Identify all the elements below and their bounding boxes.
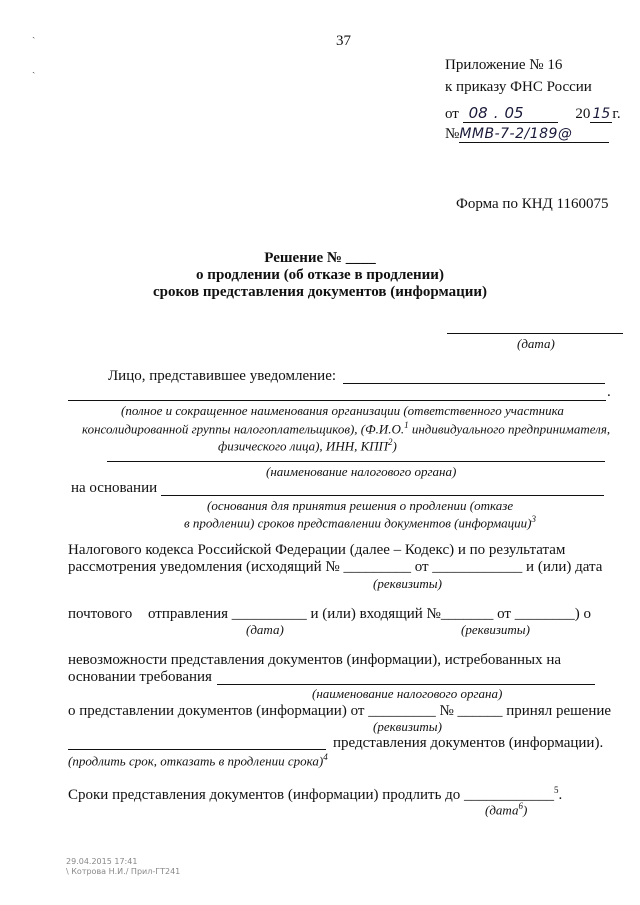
requisites-caption: (реквизиты): [461, 622, 530, 637]
margin-mark: ˏ: [32, 63, 36, 74]
date-caption: (дата$^6$): [485, 801, 528, 818]
decision-subtitle: о продлении (об отказе в продлении): [196, 267, 444, 283]
para-text: невозможности представления документов (информации), истребованных на: [68, 652, 562, 668]
order-reference: к приказу ФНС России: [445, 79, 592, 95]
person-line: [68, 400, 606, 401]
para-text: представления документов (информации).: [333, 735, 604, 751]
date-line: [447, 333, 623, 334]
para-text: Налогового кодекса Российской Федерации (далее – Кодекс) и по результатам: [68, 542, 566, 558]
person-caption: физического лица), ИНН, КПП$^2$): [218, 437, 397, 454]
requisites-caption: (реквизиты): [373, 719, 442, 734]
decision-caption: (продлить срок, отказать в продлении срока)$^4$: [68, 752, 328, 769]
para-text: о представлении документов (информации) от _________ № ______ принял решение: [68, 703, 612, 719]
extension-text: Сроки представления документов (информации) продлить до ____________$^5$.: [68, 785, 563, 803]
basis-caption: (основания для принятия решения о продлении (отказе: [207, 498, 514, 513]
person-dot: .: [607, 384, 611, 400]
margin-mark: ˏ: [32, 28, 36, 39]
requisites-caption: (реквизиты): [373, 576, 442, 591]
print-stamp: \ Котрова Н.И./ Прил-ГТ241: [66, 867, 181, 876]
person-label: Лицо, представившее уведомление:: [108, 368, 337, 384]
tax-org-caption: (наименование налогового органа): [266, 464, 457, 479]
para-text: отправления __________ и (или) входящий №_______ от ________) о: [148, 606, 591, 622]
person-caption: (полное и сокращенное наименования организации (ответственного участника: [121, 403, 564, 418]
tax-org-caption: (наименование налогового органа): [312, 686, 503, 701]
para-text: рассмотрения уведомления (исходящий № _________ от ____________ и (или) дата: [68, 559, 603, 575]
person-line: [343, 383, 605, 384]
print-stamp: 29.04.2015 17:41: [66, 857, 138, 866]
order-number: №ММВ-7-2/189@: [445, 126, 609, 143]
date-caption: (дата): [246, 622, 284, 637]
requirement-line: [217, 684, 595, 685]
decision-title: Решение № ____: [264, 250, 376, 266]
order-date: от 08 . 05 20 15 г.: [445, 104, 621, 122]
para-text: основании требования: [68, 669, 212, 685]
page-number: 37: [336, 33, 351, 49]
decision-line: [68, 749, 326, 750]
form-code: Форма по КНД 1160075: [456, 196, 609, 212]
tax-org-line: [107, 461, 605, 462]
date-caption: (дата): [517, 336, 555, 351]
basis-line: [161, 495, 604, 496]
decision-subtitle: сроков представления документов (информации): [152, 284, 488, 300]
basis-label: на основании: [71, 480, 158, 496]
basis-caption: в продлении) сроков представлении документов (информации)$^3$: [184, 514, 536, 531]
person-caption: консолидированной группы налогоплательщиков), (Ф.И.О.$^1$ индивидуального предпринимателя,: [82, 420, 611, 437]
appendix-title: Приложение № 16: [445, 57, 563, 73]
para-text: почтового: [68, 606, 133, 622]
